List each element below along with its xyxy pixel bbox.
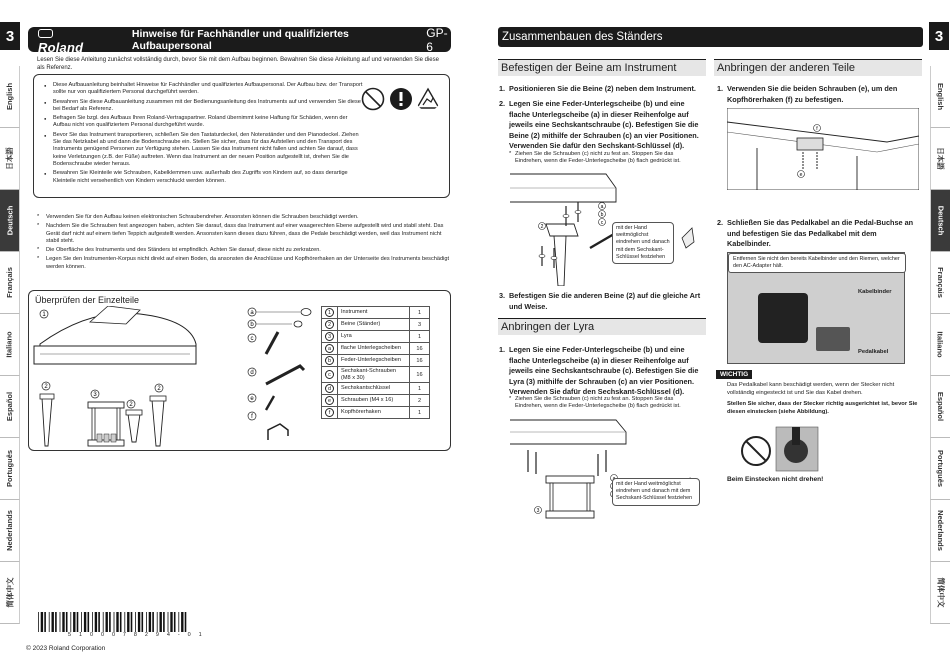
barcode-bar: [174, 612, 176, 632]
page-number-right: 3: [929, 22, 949, 50]
barcode-bar: [41, 612, 43, 632]
figure-label-text: 2: [157, 386, 161, 392]
svg-text:a: a: [600, 204, 604, 210]
wichtig-badge: WICHTIG: [716, 370, 752, 379]
svg-text:e: e: [799, 172, 803, 178]
barcode-bar: [60, 612, 61, 632]
figure-label-text: 1: [42, 312, 46, 318]
ac-adapter: [758, 293, 808, 343]
barcode-bar: [49, 612, 50, 632]
prohibited-icon: [361, 87, 385, 111]
svg-text:2: 2: [540, 224, 544, 230]
note-item: * Legen Sie den Instrumenten-Korpus nicht direkt auf einen Boden, da ansonsten die Anschlüsse und Kopfhörerhaken an der Unterseite des Instruments beschädigt werden können.: [37, 256, 452, 271]
note-item: * Verwenden Sie für den Aufbau keinen elektronischen Schraubendreher. Ansonsten können die Schrauben beschädigt werden.: [37, 214, 452, 221]
safety-item: ● Befragen Sie bzgl. des Aufbaus Ihren Roland-Vertragspartner. Roland übernimmt keine Haftung für Schäden, wenn der Aufbau nicht von qualifiziertem Personal durchgeführt wurde.: [44, 115, 364, 130]
lang-tab-francais[interactable]: Français: [0, 252, 20, 314]
barcode-bar: [149, 612, 151, 632]
table-row: a flache Unterlegscheiben 16: [322, 343, 430, 355]
table-row: f Kopfhörerhaken 1: [322, 407, 430, 419]
other-step-1: 1. Verwenden Sie die beiden Schrauben (e), um den Kopfhörerhaken (f) zu befestigen.: [717, 84, 898, 104]
barcode-bar: [81, 612, 82, 632]
barcode-bar: [138, 612, 140, 632]
headphone-hook-illustration: [727, 108, 919, 190]
pedal-jack: [816, 327, 850, 351]
lang-tab-espanol[interactable]: Español: [0, 376, 20, 438]
lang-tab-nederlands[interactable]: Nederlands: [0, 500, 20, 562]
barcode-bar: [77, 612, 79, 632]
table-row: d Sechskantschlüssel 1: [322, 383, 430, 395]
lang-tab-espanol[interactable]: Español: [930, 376, 950, 438]
barcode-bar: [135, 612, 136, 632]
parts-illustration: [30, 306, 225, 448]
other-step-2: 2. Schließen Sie das Pedalkabel an die Pedal-Buchse an und befestigen Sie das Pedalkabel mit dem Kabelbinder.: [717, 218, 914, 248]
svg-text:c: c: [250, 336, 254, 342]
barcode-bar: [103, 612, 104, 632]
notes-list: [37, 214, 452, 273]
barcode-bar: [114, 612, 115, 632]
figure-label-text: 2: [129, 402, 133, 408]
safety-box: [33, 74, 450, 198]
warning-text-1: Das Pedalkabel kann beschädigt werden, wenn der Stecker nicht vollständig eingesteckt ist und Sie das Kabel drehen.: [727, 382, 895, 396]
intro-text: Lesen Sie diese Anleitung zunächst vollständig durch, bevor Sie mit dem Aufbau beginnen. Bewahren Sie diese Anleitung auf und verwenden Sie diese als Referenz.: [37, 57, 439, 71]
page-number-left: 3: [0, 22, 20, 50]
barcode-bar: [160, 612, 162, 632]
barcode-bar: [170, 612, 172, 632]
language-tabs-left: [0, 66, 20, 624]
hand-icon: [682, 228, 694, 248]
parts-table: [321, 306, 430, 419]
lang-tab-chinese[interactable]: 简体中文: [930, 562, 950, 624]
barcode: [38, 612, 188, 634]
no-twist-illustration: [738, 425, 820, 473]
table-row: 2 Beine (Ständer) 3: [322, 319, 430, 331]
section-title-bar: Zusammenbauen des Ständers: [498, 27, 923, 47]
copyright: © 2023 Roland Corporation: [26, 645, 106, 652]
barcode-bar: [95, 612, 97, 632]
svg-text:f: f: [816, 126, 818, 132]
note-item: * Nachdem Sie die Schrauben fest angezogen haben, achten Sie darauf, dass das Instrument auf einer waagerechten Ebene aufgestellt wird und stabil steht. Das Gerät darf nicht auf einem tiefen Teppich aufgestellt werden. Ansonsten kann dieses dazu führen, dass die Pedale beschädigt werden, weil das Instrument nicht stabil steht.: [37, 223, 452, 245]
language-tabs-right: [930, 66, 950, 624]
svg-text:a: a: [250, 310, 254, 316]
legs-step-2: 2. Legen Sie eine Feder-Unterlegscheibe (b) und eine flache Unterlegscheibe (a) in dieser Reihenfolge auf jeweils eine Sechskantschraube (c). Befestigen Sie die Beine (2) mithilfe der Schrauben (c) an vier Positionen. Verwenden Sie dafür den Sechskant-Schlüssel (d).: [499, 99, 699, 150]
lang-tab-deutsch[interactable]: Deutsch: [0, 190, 20, 252]
lang-tab-english[interactable]: English: [0, 66, 20, 128]
barcode-bar: [52, 612, 54, 632]
barcode-bar: [44, 612, 46, 632]
barcode-bar: [127, 612, 129, 632]
header-bar: [28, 25, 451, 55]
photo-note: Entfernen Sie nicht den bereits Kabelbinder und den Riemen, welcher den AC-Adapter hält.: [728, 253, 906, 273]
barcode-bar: [152, 612, 154, 632]
legs-step-2-note: * Ziehen Sie die Schrauben (c) nicht zu fest an. Stoppen Sie das Eindrehen, wenn die Feder-Unterlegscheibe (b) flach gedrückt ist.: [509, 151, 701, 166]
barcode-bar: [55, 612, 57, 632]
lang-tab-italiano[interactable]: Italiano: [0, 314, 20, 376]
safety-item: ● Bewahren Sie diese Aufbauanleitung zusammen mit der Bedienungsanleitung des Instruments auf und verwenden Sie diese bei Bedarf als Referenz.: [44, 99, 364, 114]
barcode-bar: [142, 612, 144, 632]
svg-text:d: d: [250, 370, 254, 376]
table-row: e Schrauben (M4 x 16) 2: [322, 395, 430, 407]
barcode-bar: [163, 612, 165, 632]
barcode-bar: [109, 612, 111, 632]
lyra-step-1-note: * Ziehen Sie die Schrauben (c) nicht zu fest an. Stoppen Sie das Eindrehen, wenn die Feder-Unterlegscheibe (b) flach gedrückt ist.: [509, 396, 701, 411]
barcode-number: 5 1 0 0 0 7 8 2 9 4 - 0 1: [68, 632, 205, 638]
label-pedalkabel: Pedalkabel: [858, 349, 889, 355]
lang-tab-francais[interactable]: Français: [930, 252, 950, 314]
lang-tab-italiano[interactable]: Italiano: [930, 314, 950, 376]
lang-tab-portugues[interactable]: Português: [0, 438, 20, 500]
barcode-bar: [131, 612, 133, 632]
barcode-bar: [73, 612, 75, 632]
small-parts-illustration: [244, 306, 314, 446]
model-name: GP-6: [426, 25, 448, 54]
pedal-cable-photo: [727, 252, 905, 364]
table-row: b Feder-Unterlegscheiben 16: [322, 355, 430, 367]
warning-icon: [389, 87, 413, 111]
lang-tab-portugues[interactable]: Português: [930, 438, 950, 500]
roland-logo: Roland: [38, 25, 94, 55]
figure-label-text: 2: [44, 384, 48, 390]
legs-step-3: 3. Befestigen Sie die anderen Beine (2) auf die gleiche Art und Weise.: [499, 291, 701, 311]
lang-tab-deutsch[interactable]: Deutsch: [930, 190, 950, 252]
safety-item: ● Bewahren Sie Kleinteile wie Schrauben, Kabelklemmen usw. außerhalb des Zugriffs von Kindern auf, so dass derartige Kleinteile nicht versehentlich von Kindern verschluckt werden können.: [44, 170, 364, 185]
label-kabelbinder: Kabelbinder: [858, 289, 892, 295]
lang-tab-chinese[interactable]: 简体中文: [0, 562, 20, 624]
safety-item: ● Bevor Sie das Instrument transportieren, schließen Sie den Tastaturdeckel, den Notenständer und den Pianodeckel. Ziehen Sie das Netzkabel ab und dann die Bodenschraube ein. Stellen Sie sicher, dass für das Aufstellen und den Transport des Instruments genügend Personen zur Verfügung stehen. Lassen Sie das Instrument nicht fallen und achten Sie darauf, dass keine Verletzungen (z.B. der Füße) auftreten. Wenn das Instrument an der neuen Position aufgestellt ist, drehen Sie die Bodenschraube wieder heraus.: [44, 132, 364, 168]
barcode-bar: [146, 612, 147, 632]
legs-illustration: [506, 168, 706, 286]
barcode-bar: [168, 612, 169, 632]
barcode-bar: [38, 612, 39, 632]
lyra-callout: mit der Hand weitmöglichst eindrehen und danach mit dem Sechskant-Schlüssel festziehen: [612, 478, 700, 506]
table-row: c Sechskant-Schrauben (M8 x 30) 16: [322, 367, 430, 383]
barcode-bar: [185, 612, 187, 632]
barcode-bar: [116, 612, 118, 632]
barcode-bar: [178, 612, 179, 632]
svg-text:b: b: [600, 212, 604, 218]
table-row: 1 Instrument 1: [322, 307, 430, 319]
barcode-bar: [120, 612, 122, 632]
svg-text:b: b: [250, 322, 254, 328]
lang-tab-japanese[interactable]: 日本語: [0, 128, 20, 190]
barcode-bar: [62, 612, 64, 632]
barcode-bar: [181, 612, 183, 632]
lyra-step-1: 1. Legen Sie eine Feder-Unterlegscheibe (b) und eine flache Unterlegscheibe (a) in dieser Reihenfolge auf jeweils eine Sechskantschraube (c). Befestigen Sie die Lyra (3) mithilfe der Schrauben (c) an vier Positionen. Verwenden Sie dafür den Sechskant-Schlüssel (d).: [499, 345, 699, 396]
barcode-bar: [70, 612, 71, 632]
barcode-bar: [88, 612, 90, 632]
section-other-title: Anbringen der anderen Teile: [714, 59, 922, 76]
page-title: Hinweise für Fachhändler und qualifiziertes Aufbaupersonal: [131, 27, 349, 52]
safety-item: ● Diese Aufbauanleitung beinhaltet Hinweise für Fachhändler und qualifiziertes Aufbaupersonal. Der Aufbau bzw. der Transport sollte nur von qualifiziertem Personal durchgeführt werden.: [44, 82, 364, 97]
lang-tab-english[interactable]: English: [930, 66, 950, 128]
legs-callout: mit der Hand weitmöglichst eindrehen und danach mit dem Sechskant-Schlüssel festziehen: [612, 222, 674, 264]
table-row: 3 Lyra 1: [322, 331, 430, 343]
barcode-bar: [66, 612, 68, 632]
lyra-illustration: [506, 414, 706, 524]
figure-label-text: 3: [93, 392, 97, 398]
parts-title: Überprüfen der Einzelteile: [35, 295, 140, 305]
section-lyra-title: Anbringen der Lyra: [498, 318, 706, 335]
barcode-bar: [124, 612, 125, 632]
section-legs-title: Befestigen der Beine am Instrument: [498, 59, 706, 76]
barcode-bar: [92, 612, 93, 632]
lifting-caution-icon: [416, 87, 440, 111]
svg-text:3: 3: [536, 508, 540, 514]
legs-step-1: 1. Positionieren Sie die Beine (2) neben dem Instrument.: [499, 84, 696, 93]
lang-tab-nederlands[interactable]: Nederlands: [930, 500, 950, 562]
svg-text:c: c: [600, 220, 604, 226]
note-item: * Die Oberfläche des Instruments und des Ständers ist empfindlich. Achten Sie darauf, diese nicht zu zerkratzen.: [37, 247, 452, 254]
svg-text:e: e: [250, 396, 254, 402]
svg-text:f: f: [251, 414, 253, 420]
barcode-bar: [157, 612, 158, 632]
barcode-bar: [84, 612, 86, 632]
barcode-bar: [98, 612, 100, 632]
lang-tab-japanese[interactable]: 日本語: [930, 128, 950, 190]
barcode-bar: [106, 612, 108, 632]
warning-text-2: Stellen Sie sicher, dass der Stecker richtig ausgerichtet ist, bevor Sie diesen einstecken (siehe Abbildung).: [727, 401, 918, 415]
plug-caption: Beim Einstecken nicht drehen!: [727, 476, 824, 483]
